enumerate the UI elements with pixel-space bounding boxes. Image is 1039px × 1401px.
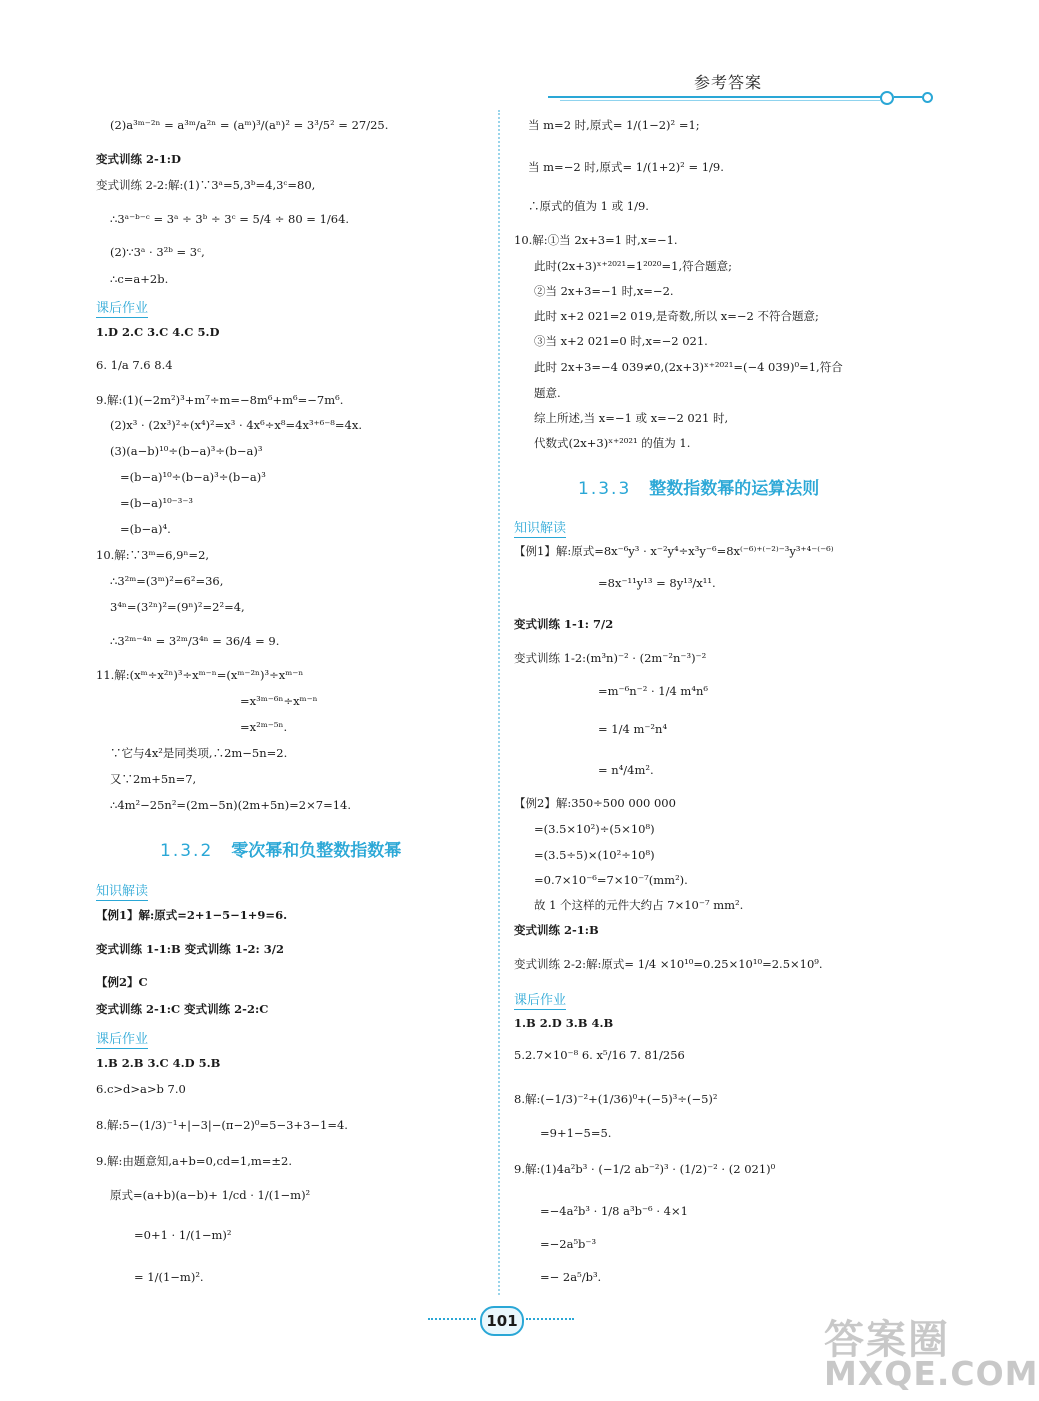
answer-line: 10.解:①当 2x+3=1 时,x=−1. (514, 233, 678, 247)
answer-line: 1.B 2.D 3.B 4.B (514, 1016, 614, 1030)
answer-line: ∴3²ᵐ⁻⁴ⁿ = 3²ᵐ/3⁴ⁿ = 36/4 = 9. (110, 634, 280, 648)
answer-line: 9.解:(1)4a²b³ · (−1/2 ab⁻²)³ · (1/2)⁻² · (2 021)⁰ (514, 1162, 776, 1176)
answer-line: =(b−a)⁴. (120, 522, 171, 536)
answer-line: 变式训练 2-1:D (96, 152, 181, 166)
section-label-knowledge: 知识解读 (514, 517, 566, 538)
answer-line: 故 1 个这样的元件大约占 7×10⁻⁷ mm². (534, 898, 744, 912)
answer-line: = n⁴/4m². (598, 763, 654, 777)
answer-line: =(3.5×10²)÷(5×10⁸) (534, 822, 655, 836)
answer-line: 变式训练 1-1: 7/2 (514, 617, 614, 631)
section-heading-1-3-3 (578, 474, 819, 499)
answer-line: 9.解:(1)(−2m²)³+m⁷÷m=−8m⁶+m⁶=−7m⁶. (96, 393, 344, 407)
answer-line: ②当 2x+3=−1 时,x=−2. (534, 284, 674, 298)
page-number: 101 (480, 1306, 524, 1336)
answer-line: =(b−a)¹⁰÷(b−a)³÷(b−a)³ (120, 470, 266, 484)
page-number-dots-left (428, 1318, 476, 1320)
answer-line: (2)∵3ᵃ · 3²ᵇ = 3ᶜ, (110, 245, 205, 259)
answer-line: =0+1 · 1/(1−m)² (134, 1228, 232, 1242)
answer-line: (3)(a−b)¹⁰÷(b−a)³÷(b−a)³ (110, 444, 263, 458)
answer-line: =0.7×10⁻⁶=7×10⁻⁷(mm²). (534, 873, 688, 887)
answer-line: 【例2】C (96, 975, 148, 989)
column-divider (498, 110, 500, 1295)
section-number: 1.3.3 (578, 479, 632, 499)
answer-line: 此时(2x+3)ˣ⁺²⁰²¹=1²⁰²⁰=1,符合题意; (534, 259, 732, 273)
answer-line: 11.解:(xᵐ÷x²ⁿ)³÷xᵐ⁻ⁿ=(xᵐ⁻²ⁿ)³÷xᵐ⁻ⁿ (96, 668, 304, 682)
answer-line: ∴c=a+2b. (110, 272, 169, 286)
header-ornament-line (894, 96, 922, 98)
answer-line: ∴4m²−25n²=(2m−5n)(2m+5n)=2×7=14. (110, 798, 352, 812)
answer-line: ∵它与4x²是同类项,∴2m−5n=2. (110, 746, 288, 760)
answer-line: =−4a²b³ · 1/8 a³b⁻⁶ · 4×1 (540, 1204, 688, 1218)
answer-line: ∴原式的值为 1 或 1/9. (528, 199, 649, 213)
section-label-homework: 课后作业 (514, 989, 566, 1010)
answer-line: 变式训练 1-1:B 变式训练 1-2: 3/2 (96, 942, 284, 956)
answer-line: 8.解:5−(1/3)⁻¹+|−3|−(π−2)⁰=5−3+3−1=4. (96, 1118, 348, 1132)
section-label-homework: 课后作业 (96, 297, 148, 318)
answer-line: 变式训练 2-1:C 变式训练 2-2:C (96, 1002, 269, 1016)
answer-line: 【例2】解:350÷500 000 000 (514, 796, 676, 810)
answer-line: 1.B 2.B 3.C 4.D 5.B (96, 1056, 221, 1070)
answer-line: =(3.5÷5)×(10²÷10⁸) (534, 848, 655, 862)
answer-line: ③当 x+2 021=0 时,x=−2 021. (534, 334, 708, 348)
watermark-url: MXQE.COM (824, 1354, 1039, 1393)
section-number: 1.3.2 (160, 841, 214, 861)
answer-line: 题意. (534, 386, 561, 400)
answer-line: 当 m=2 时,原式= 1/(1−2)² =1; (528, 118, 700, 132)
section-heading-1-3-2 (160, 836, 401, 861)
answer-line: 6. 1/a 7.6 8.4 (96, 358, 173, 372)
answer-line: =m⁻⁶n⁻² · 1/4 m⁴n⁶ (598, 684, 708, 698)
page-header-title: 参考答案 (694, 73, 763, 92)
header-ornament-circle (880, 91, 894, 105)
answer-line: ∴3ᵃ⁻ᵇ⁻ᶜ = 3ᵃ ÷ 3ᵇ ÷ 3ᶜ = 5/4 ÷ 80 = 1/64. (110, 212, 350, 226)
watermark-logo: 答案圈 (824, 1317, 950, 1363)
answer-line: (2)x³ · (2x³)²÷(x⁴)²=x³ · 4x⁶÷x⁸=4x³⁺⁶⁻⁸=4x. (110, 418, 363, 432)
answer-line: 【例1】解:原式=2+1−5−1+9=6. (96, 908, 288, 922)
answer-line: 变式训练 2-1:B (514, 923, 599, 937)
header-rule-thin (560, 100, 880, 101)
page-number-block (428, 1306, 574, 1334)
header-ornament-circle-small (922, 92, 933, 103)
answer-line: 又∵2m+5n=7, (110, 772, 197, 786)
answer-line: (2)a³ᵐ⁻²ⁿ = a³ᵐ/a²ⁿ = (aᵐ)³/(aⁿ)² = 3³/5² = 27/25. (110, 118, 389, 132)
answer-line: 6.c>d>a>b 7.0 (96, 1082, 186, 1096)
answer-line: 【例1】解:原式=8x⁻⁶y³ · x⁻²y⁴÷x³y⁻⁶=8x⁽⁻⁶⁾⁺⁽⁻²⁾⁻³y³⁺⁴⁻⁽⁻⁶⁾ (514, 544, 834, 558)
watermark (818, 1308, 1039, 1398)
answer-line: =−2a⁵b⁻³ (540, 1237, 597, 1251)
answer-line: =(b−a)¹⁰⁻³⁻³ (120, 496, 194, 510)
answer-line: =x²ᵐ⁻⁵ⁿ. (240, 720, 288, 734)
answer-line: 变式训练 1-2:(m³n)⁻² · (2m⁻²n⁻³)⁻² (514, 651, 707, 665)
answer-line: 8.解:(−1/3)⁻²+(1/36)⁰+(−5)³÷(−5)² (514, 1092, 718, 1106)
answer-line: 10.解:∵3ᵐ=6,9ⁿ=2, (96, 548, 210, 562)
answer-line: 原式=(a+b)(a−b)+ 1/cd · 1/(1−m)² (110, 1188, 311, 1202)
answer-line: 综上所述,当 x=−1 或 x=−2 021 时, (534, 411, 729, 425)
answer-line: =8x⁻¹¹y¹³ = 8y¹³/x¹¹. (598, 576, 716, 590)
answer-line: 3⁴ⁿ=(3²ⁿ)²=(9ⁿ)²=2²=4, (110, 600, 245, 614)
answer-line: ∴3²ᵐ=(3ᵐ)²=6²=36, (110, 574, 224, 588)
answer-line: =− 2a⁵/b³. (540, 1270, 602, 1284)
section-label-knowledge: 知识解读 (96, 880, 148, 901)
answer-line: 5.2.7×10⁻⁸ 6. x⁵/16 7. 81/256 (514, 1048, 685, 1062)
answer-line: 变式训练 2-2:解:原式= 1/4 ×10¹⁰=0.25×10¹⁰=2.5×10⁹. (514, 957, 823, 971)
answer-line: 变式训练 2-2:解:(1)∵3ᵃ=5,3ᵇ=4,3ᶜ=80, (96, 178, 316, 192)
answer-line: 此时 x+2 021=2 019,是奇数,所以 x=−2 不符合题意; (534, 309, 819, 323)
section-label-homework: 课后作业 (96, 1028, 148, 1049)
answer-line: =9+1−5=5. (540, 1126, 612, 1140)
answer-line: 9.解:由题意知,a+b=0,cd=1,m=±2. (96, 1154, 293, 1168)
page-number-dots-right (526, 1318, 574, 1320)
section-title: 整数指数幂的运算法则 (649, 479, 820, 499)
header-rule (548, 96, 883, 98)
answer-line: 当 m=−2 时,原式= 1/(1+2)² = 1/9. (528, 160, 724, 174)
section-title: 零次幂和负整数指数幂 (231, 841, 402, 861)
answer-line: =x³ᵐ⁻⁶ⁿ÷xᵐ⁻ⁿ (240, 694, 318, 708)
answer-line: 此时 2x+3=−4 039≠0,(2x+3)ˣ⁺²⁰²¹=(−4 039)⁰=1,符合 (534, 360, 843, 374)
answer-line: = 1/(1−m)². (134, 1270, 204, 1284)
answer-line: 代数式(2x+3)ˣ⁺²⁰²¹ 的值为 1. (534, 436, 691, 450)
answer-line: 1.D 2.C 3.C 4.C 5.D (96, 325, 220, 339)
answer-line: = 1/4 m⁻²n⁴ (598, 722, 668, 736)
